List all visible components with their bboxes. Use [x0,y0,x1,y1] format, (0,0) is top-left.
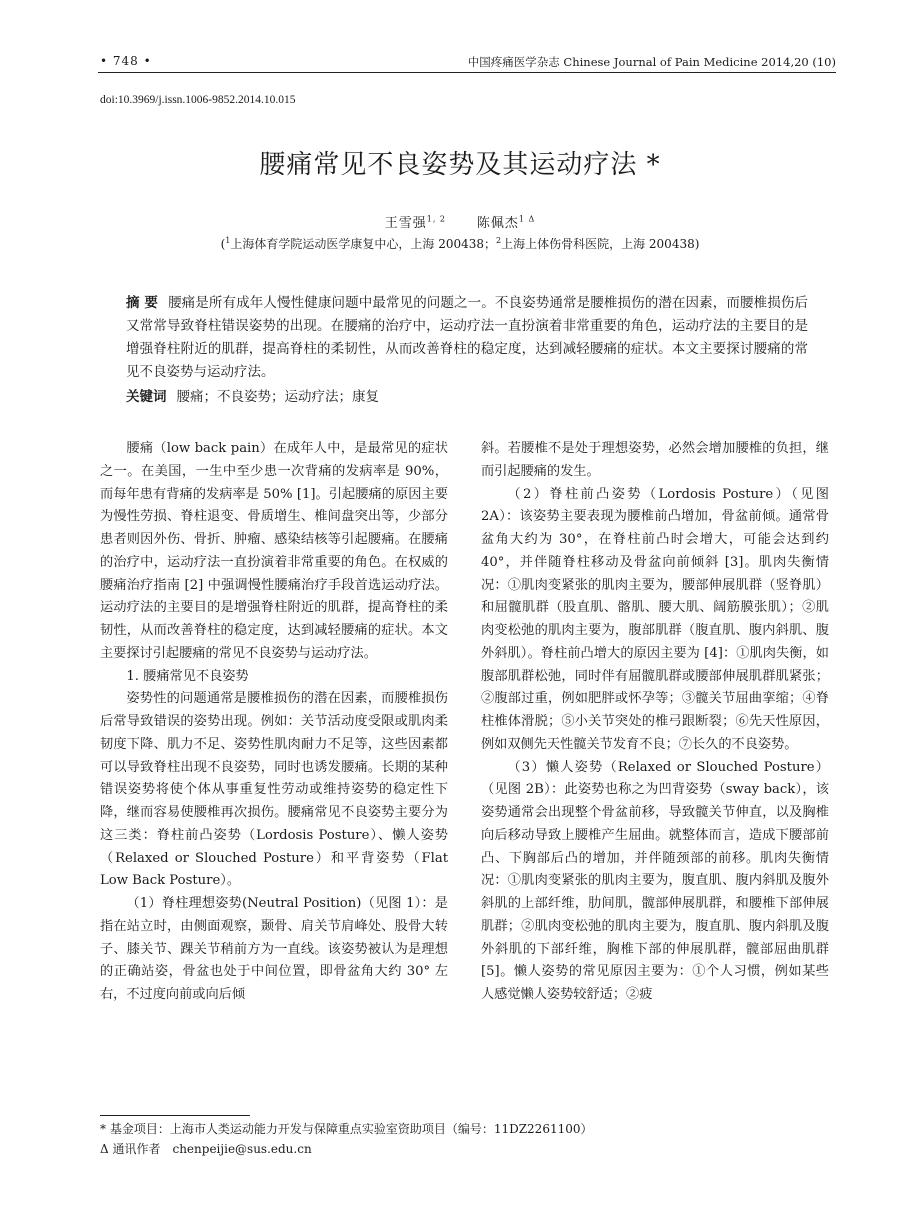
keywords [126,385,808,405]
author-name: 陈佩杰 [476,216,519,231]
affil-mark: 1 [225,236,231,245]
journal-header: 中国疼痛医学杂志 Chinese Journal of Pain Medicine 2014,20 (10) [467,55,836,69]
doi: doi:10.3969/j.issn.1006-9852.2014.10.015 [100,94,296,106]
paragraph: （3）懒人姿势（Relaxed or Slouched Posture）（见图 2B）：此姿势也称之为凹背姿势（sway back），该姿势通常会出现整个骨盆前移，导致髋关节伸直，以及胸椎向后移动导致上腰椎产生屈曲。就整体而言，造成下腰部前凸、下胸部后凸的增加，并伴随颈部的前移。肌肉失衡情况：①肌肉变紧张的肌肉主要为，腹直肌、腹内斜肌及腹外斜肌的上部纤维，肋间肌，髋部伸展肌群，和腰椎下部伸展肌群；②肌肉变松弛的肌肉主要为，腹直肌、腹内斜肌及腹外斜肌的下部纤维，胸椎下部的伸展肌群，髋部屈曲肌群 [5]。懒人姿势的常见原因主要为：①个人习惯，例如某些人感觉懒人姿势较舒适；②疲 [481,759,829,1002]
body-column-left [100,438,448,1007]
keywords-label: 关键词 [126,389,167,405]
affiliation-1: 上海体育学院运动医学康复中心，上海 200438； [230,237,496,251]
body-column-right [481,438,829,1007]
author-affil-mark: 1, 2 [426,214,447,224]
paragraph: 斜。若腰椎不是处于理想姿势，必然会增加腰椎的负担，继而引起腰痛的发生。 [481,441,829,479]
paragraph: （2）脊柱前凸姿势（Lordosis Posture）（见图 2A）：该姿势主要表现为腰椎前凸增加，骨盆前倾。通常骨盆角大约为 30°，在脊柱前凸时会增大，可能会达到约 40°，并伴随脊柱移动及骨盆向前倾斜 [3]。肌肉失衡情况：①肌肉变紧张的肌肉主要为，腰部伸展肌群（竖脊肌）和屈髋肌群（股直肌、髂肌、腰大肌、阔筋膜张肌）；②肌肉变松弛的肌肉主要为，腹部肌群（腹直肌、腹内斜肌、腹外斜肌）。脊柱前凸增大的原因主要为 [4]：①肌肉失衡，如腹部肌群松弛，同时伴有屈髋肌群或腰部伸展肌群肌紧张；②腹部过重，例如肥胖或怀孕等；③髋关节屈曲挛缩；④脊柱椎体滑脱；⑤小关节突处的椎弓跟断裂；⑥先天性原因，例如双侧先天性髋关节发育不良；⑦长久的不良姿势。 [481,486,829,752]
paragraph: （1）脊柱理想姿势(Neutral Position)（见图 1）：是指在站立时，由侧面观察，颞骨、肩关节肩峰处、股骨大转子、膝关节、踝关节稍前方为一直线。该姿势被认为是理想的正确站姿，骨盆也处于中间位置，即骨盆角大约 30° 左右，不过度向前或向后倾 [100,896,448,1002]
footnote-fund: * 基金项目：上海市人类运动能力开发与保障重点实验室资助项目（编号：11DZ2261100） [100,1122,593,1136]
affil-mark: 2 [496,236,502,245]
affiliation-2: 上海上体伤骨科医院，上海 200438) [501,237,700,251]
affiliations [0,235,920,252]
author-name: 王雪强 [384,216,427,231]
article-title: 腰痛常见不良姿势及其运动疗法 * [259,150,661,180]
paragraph: 腰痛（low back pain）在成年人中，是最常见的症状之一。在美国，一生中至少患一次背痛的发病率是 90%，而每年患有背痛的发病率是 50% [1]。引起腰痛的原因主要为慢性劳损、脊柱退变、骨质增生、椎间盘突出等，少部分患者则因外伤、骨折、肿瘤、感染结核等引起腰痛。在腰痛的治疗中，运动疗法一直扮演着非常重要的角色。在权威的腰痛治疗指南 [2] 中强调慢性腰痛治疗手段首选运动疗法。运动疗法的主要目的是增强脊柱附近的肌群，提高脊柱的柔韧性，从而改善脊柱的稳定度，达到减轻腰痛的症状。本文主要探讨引起腰痛的常见不良姿势与运动疗法。 [100,441,448,661]
header-rule [98,72,836,73]
affil-paren: ( [220,237,226,251]
authors [0,212,920,231]
abstract-label: 摘 要 [126,295,159,311]
author-affil-mark: 1 Δ [518,214,536,224]
footnote-rule [100,1115,250,1116]
page-number: • 748 • [100,54,152,68]
keywords-text: 腰痛；不良姿势；运动疗法；康复 [176,389,379,405]
abstract [126,292,808,384]
abstract-text: 腰痛是所有成年人慢性健康问题中最常见的问题之一。不良姿势通常是腰椎损伤的潜在因素，而腰椎损伤后又常常导致脊柱错误姿势的出现。在腰痛的治疗中，运动疗法一直扮演着非常重要的角色，运动疗法的主要目的是增强脊柱附近的肌群，提高脊柱的柔韧性，从而改善脊柱的稳定度，达到减轻腰痛的症状。本文主要探讨腰痛的常见不良姿势与运动疗法。 [126,295,809,380]
paragraph: 姿势性的问题通常是腰椎损伤的潜在因素，而腰椎损伤后常导致错误的姿势出现。例如：关节活动度受限或肌肉柔韧度下降、肌力不足、姿势性肌肉耐力不足等，这些因素都可以导致脊柱出现不良姿势，同时也诱发腰痛。长期的某种错误姿势将使个体从事重复性劳动或维持姿势的稳定性下降，继而容易使腰椎再次损伤。腰痛常见不良姿势主要分为这三类：脊柱前凸姿势（Lordosis Posture）、懒人姿势（Relaxed or Slouched Posture）和平背姿势（Flat Low Back Posture）。 [100,691,448,889]
footnote-corresponding: Δ 通讯作者 chenpeijie@sus.edu.cn [100,1142,312,1156]
section-heading: 1. 腰痛常见不良姿势 [126,668,249,684]
